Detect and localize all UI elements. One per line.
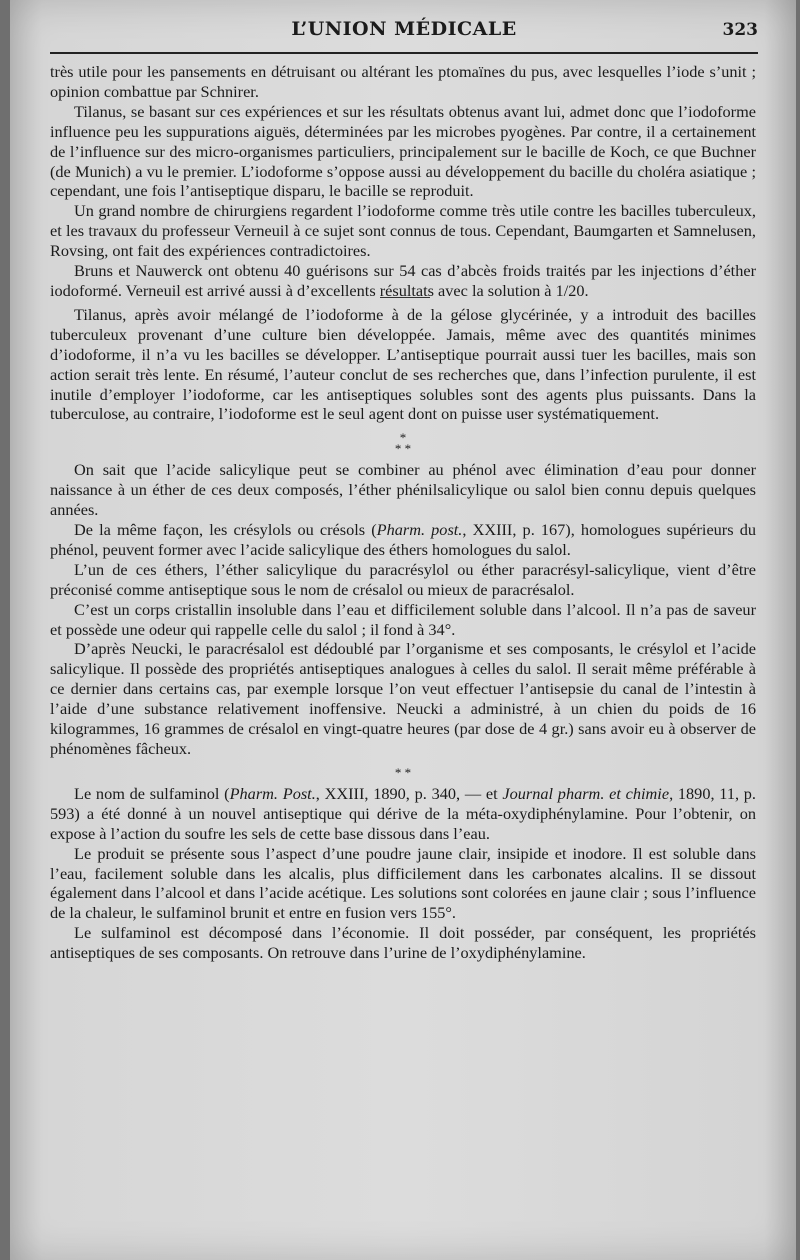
citation-title: Pharm. Post. bbox=[229, 783, 316, 803]
citation-title: Journal pharm. et chimie bbox=[502, 783, 670, 803]
paragraph: L’un de ces éthers, l’éther salicylique du paracrésylol ou éther paracrésyl-salicylique, vient d’être préconisé comme antiseptique sous le nom de crésalol ou mieux de paracrésalol. bbox=[50, 559, 756, 599]
page-number: 323 bbox=[722, 20, 758, 40]
short-divider bbox=[380, 297, 430, 298]
separator-star: * bbox=[399, 430, 407, 446]
paragraph: Un grand nombre de chirurgiens regardent l’iodoforme comme très utile contre les bacilles tuberculeux, et les travaux du professeur Verneuil à ce sujet sont connus de tous. Cependant, Baumgarten et Samnelusen, Rovsing, ont fait des expériences contradictoires. bbox=[50, 201, 756, 261]
article-body bbox=[50, 62, 756, 963]
paragraph: Tilanus, après avoir mélangé de l’iodoforme à de la gélose glycérinée, y a introduit des bacilles tuberculeux provenant d’une culture bien développée. Jamais, même avec des quantités minimes d’iodoforme, il n’a vu les bacilles se développer. L’antiseptique pourrait aussi tuer les bacilles, mais son action serait très lente. En résumé, l’auteur conclut de ses recherches que, dans l’infection purulente, il est inutile d’employer l’iodoforme, car les antiseptiques solubles sont des agents plus puissants. Dans la tuberculose, au contraire, l’iodoforme est le seul agent dont on puisse user systématiquement. bbox=[50, 304, 756, 424]
section-separator bbox=[50, 430, 756, 457]
paragraph: D’après Neucki, le paracrésalol est dédoublé par l’organisme et ses composants, le crésylol et l’acide salicylique. Il possède des propriétés antiseptiques analogues à celles du salol. Il serait même préférable à ce dernier dans certains cas, par exemple lorsque l’on veut effectuer l’antisepsie du canal de l’intestin à l’aide d’une substance relativement inoffensive. Neucki a administré, à un chien du poids de 16 kilogrammes, 16 grammes de crésalol en vingt-quatre heures (par dose de 4 gr.) sans avoir eu à observer de phénomènes fâcheux. bbox=[50, 639, 756, 758]
page-header bbox=[50, 12, 758, 52]
separator-double-star: * * bbox=[394, 441, 412, 457]
citation-title: Pharm. post. bbox=[376, 520, 463, 540]
paragraph: Le nom de sulfaminol (Pharm. Post., XXIII, 1890, p. 340, — et Journal pharm. et chimie, 1890, 11, p. 593) a été donné à un nouvel antiseptique qui dérive de la méta-oxydiphénylamine. Pour l’obtenir, on expose à l’action du soufre les sels de cette base dissous dans l’eau. bbox=[50, 783, 757, 843]
running-title: L’UNION MÉDICALE bbox=[291, 18, 517, 40]
section-separator bbox=[50, 764, 756, 780]
paragraph: De la même façon, les crésylols ou crésols (Pharm. post., XXIII, p. 167), homologues supérieurs du phénol, peuvent former avec l’acide salicylique des éthers homologues du salol. bbox=[50, 520, 756, 559]
paragraph: Le sulfaminol est décomposé dans l’économie. Il doit posséder, par conséquent, les propriétés antiseptiques de ses composants. On retrouve dans l’urine de l’oxydiphénylamine. bbox=[50, 923, 756, 963]
paragraph: On sait que l’acide salicylique peut se combiner au phénol avec élimination d’eau pour donner naissance à un éther de ces deux composés, l’éther phénilsalicylique ou salol bien connu depuis quelques années. bbox=[50, 460, 756, 520]
paragraph: Bruns et Nauwerck ont obtenu 40 guérisons sur 54 cas d’abcès froids traités par les injections d’éther iodoformé. Verneuil est arrivé aussi à d’excellents résultats avec la solution à 1/20. bbox=[50, 261, 756, 300]
paragraph: Le produit se présente sous l’aspect d’une poudre jaune clair, insipide et inodore. Il est soluble dans l’eau, facilement soluble dans les alcalis, plus difficilement dans les carbonates alcalins. Il se dissout également dans l’alcool et dans l’acide acétique. Les solutions sont colorées en jaune clair ; sous l’influence de la chaleur, le sulfaminol brunit et entre en fusion vers 155°. bbox=[50, 843, 756, 923]
paragraph: très utile pour les pansements en détruisant ou altérant les ptomaïnes du pus, avec lesquelles l’iode s’unit ; opinion combattue par Schnirer. bbox=[50, 62, 756, 101]
paragraph: Tilanus, se basant sur ces expériences et sur les résultats obtenus avant lui, admet donc que l’iodoforme influence peu les suppurations aiguës, déterminées par les microbes pyogènes. Par contre, il a certainement de l’influence sur des micro-organismes particuliers, principalement sur le bacille de Koch, ce que Buchner (de Munich) a vu le premier. L’iodoforme s’oppose aussi au développement du bacille du choléra asiatique ; cependant, une fois l’antiseptique disparu, le bacille se reproduit. bbox=[50, 101, 756, 201]
header-rule bbox=[50, 52, 758, 54]
separator-double-star: * * bbox=[394, 764, 412, 780]
paragraph: C’est un corps cristallin insoluble dans l’eau et difficilement soluble dans l’alcool. Il n’a pas de saveur et possède une odeur qui rappelle celle du salol ; il fond à 34°. bbox=[50, 599, 756, 639]
document-page bbox=[10, 0, 796, 1260]
